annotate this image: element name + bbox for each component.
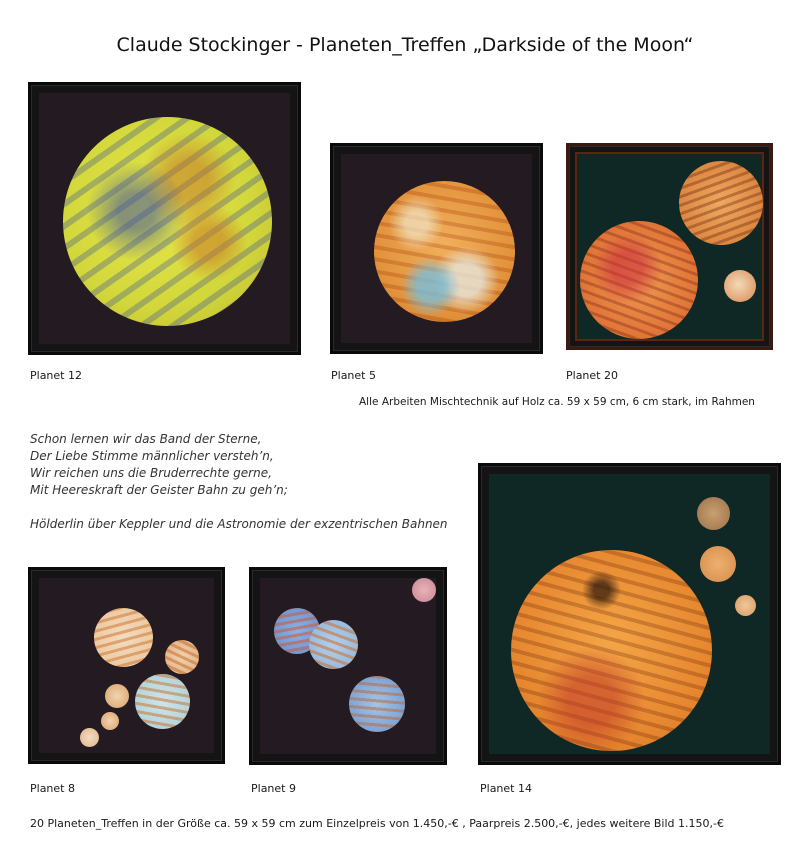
planet-disc [374,181,515,322]
poem-line: Wir reichen uns die Bruderrechte gerne, [30,466,272,480]
planet-disc [94,608,153,667]
planet-disc [412,578,436,602]
artwork-planet-5 [330,143,543,354]
planet-disc [105,684,129,708]
poem [30,431,460,533]
planet-disc [309,620,358,669]
artwork-canvas [577,154,762,339]
technique-note: Alle Arbeiten Mischtechnik auf Holz ca. 59 x 59 cm, 6 cm stark, im Rahmen [359,396,755,408]
artwork-planet-9 [249,567,447,765]
planet-disc [135,674,190,729]
caption-planet-20: Planet 20 [566,369,618,382]
planet-disc [165,640,199,674]
artwork-canvas [260,578,436,754]
artwork-canvas [489,474,770,754]
artwork-canvas [341,154,532,343]
artwork-planet-8 [28,567,225,764]
artwork-planet-20 [566,143,773,350]
poem-line: Mit Heereskraft der Geister Bahn zu geh’n; [30,483,288,497]
poem-line: Der Liebe Stimme männlicher versteh’n, [30,449,274,463]
caption-planet-8: Planet 8 [30,782,75,795]
poem-attribution: Hölderlin über Keppler und die Astronomie der exzentrischen Bahnen [30,517,448,531]
artwork-canvas [39,93,290,344]
planet-disc [101,712,119,730]
planet-disc [63,117,272,326]
poem-line: Schon lernen wir das Band der Sterne, [30,432,262,446]
planet-disc [80,728,99,747]
price-footer: 20 Planeten_Treffen in der Größe ca. 59 x 59 cm zum Einzelpreis von 1.450,-€ , Paarpreis 2.500,-€, jedes weitere Bild 1.150,-€ [30,817,724,830]
planet-disc-large [511,550,712,751]
artwork-planet-12 [28,82,301,355]
caption-planet-9: Planet 9 [251,782,296,795]
page-title: Claude Stockinger - Planeten_Treffen „Darkside of the Moon“ [116,34,694,56]
caption-planet-5: Planet 5 [331,369,376,382]
artwork-canvas [39,578,214,753]
caption-planet-12: Planet 12 [30,369,82,382]
planet-disc-mid [700,546,736,582]
planet-disc-small [735,595,756,616]
planet-disc-medium [679,161,763,245]
artwork-planet-14 [478,463,781,765]
planet-disc-small [724,270,756,302]
planet-disc [349,676,405,732]
caption-planet-14: Planet 14 [480,782,532,795]
planet-disc-top [697,497,730,530]
planet-disc-large [580,221,698,339]
